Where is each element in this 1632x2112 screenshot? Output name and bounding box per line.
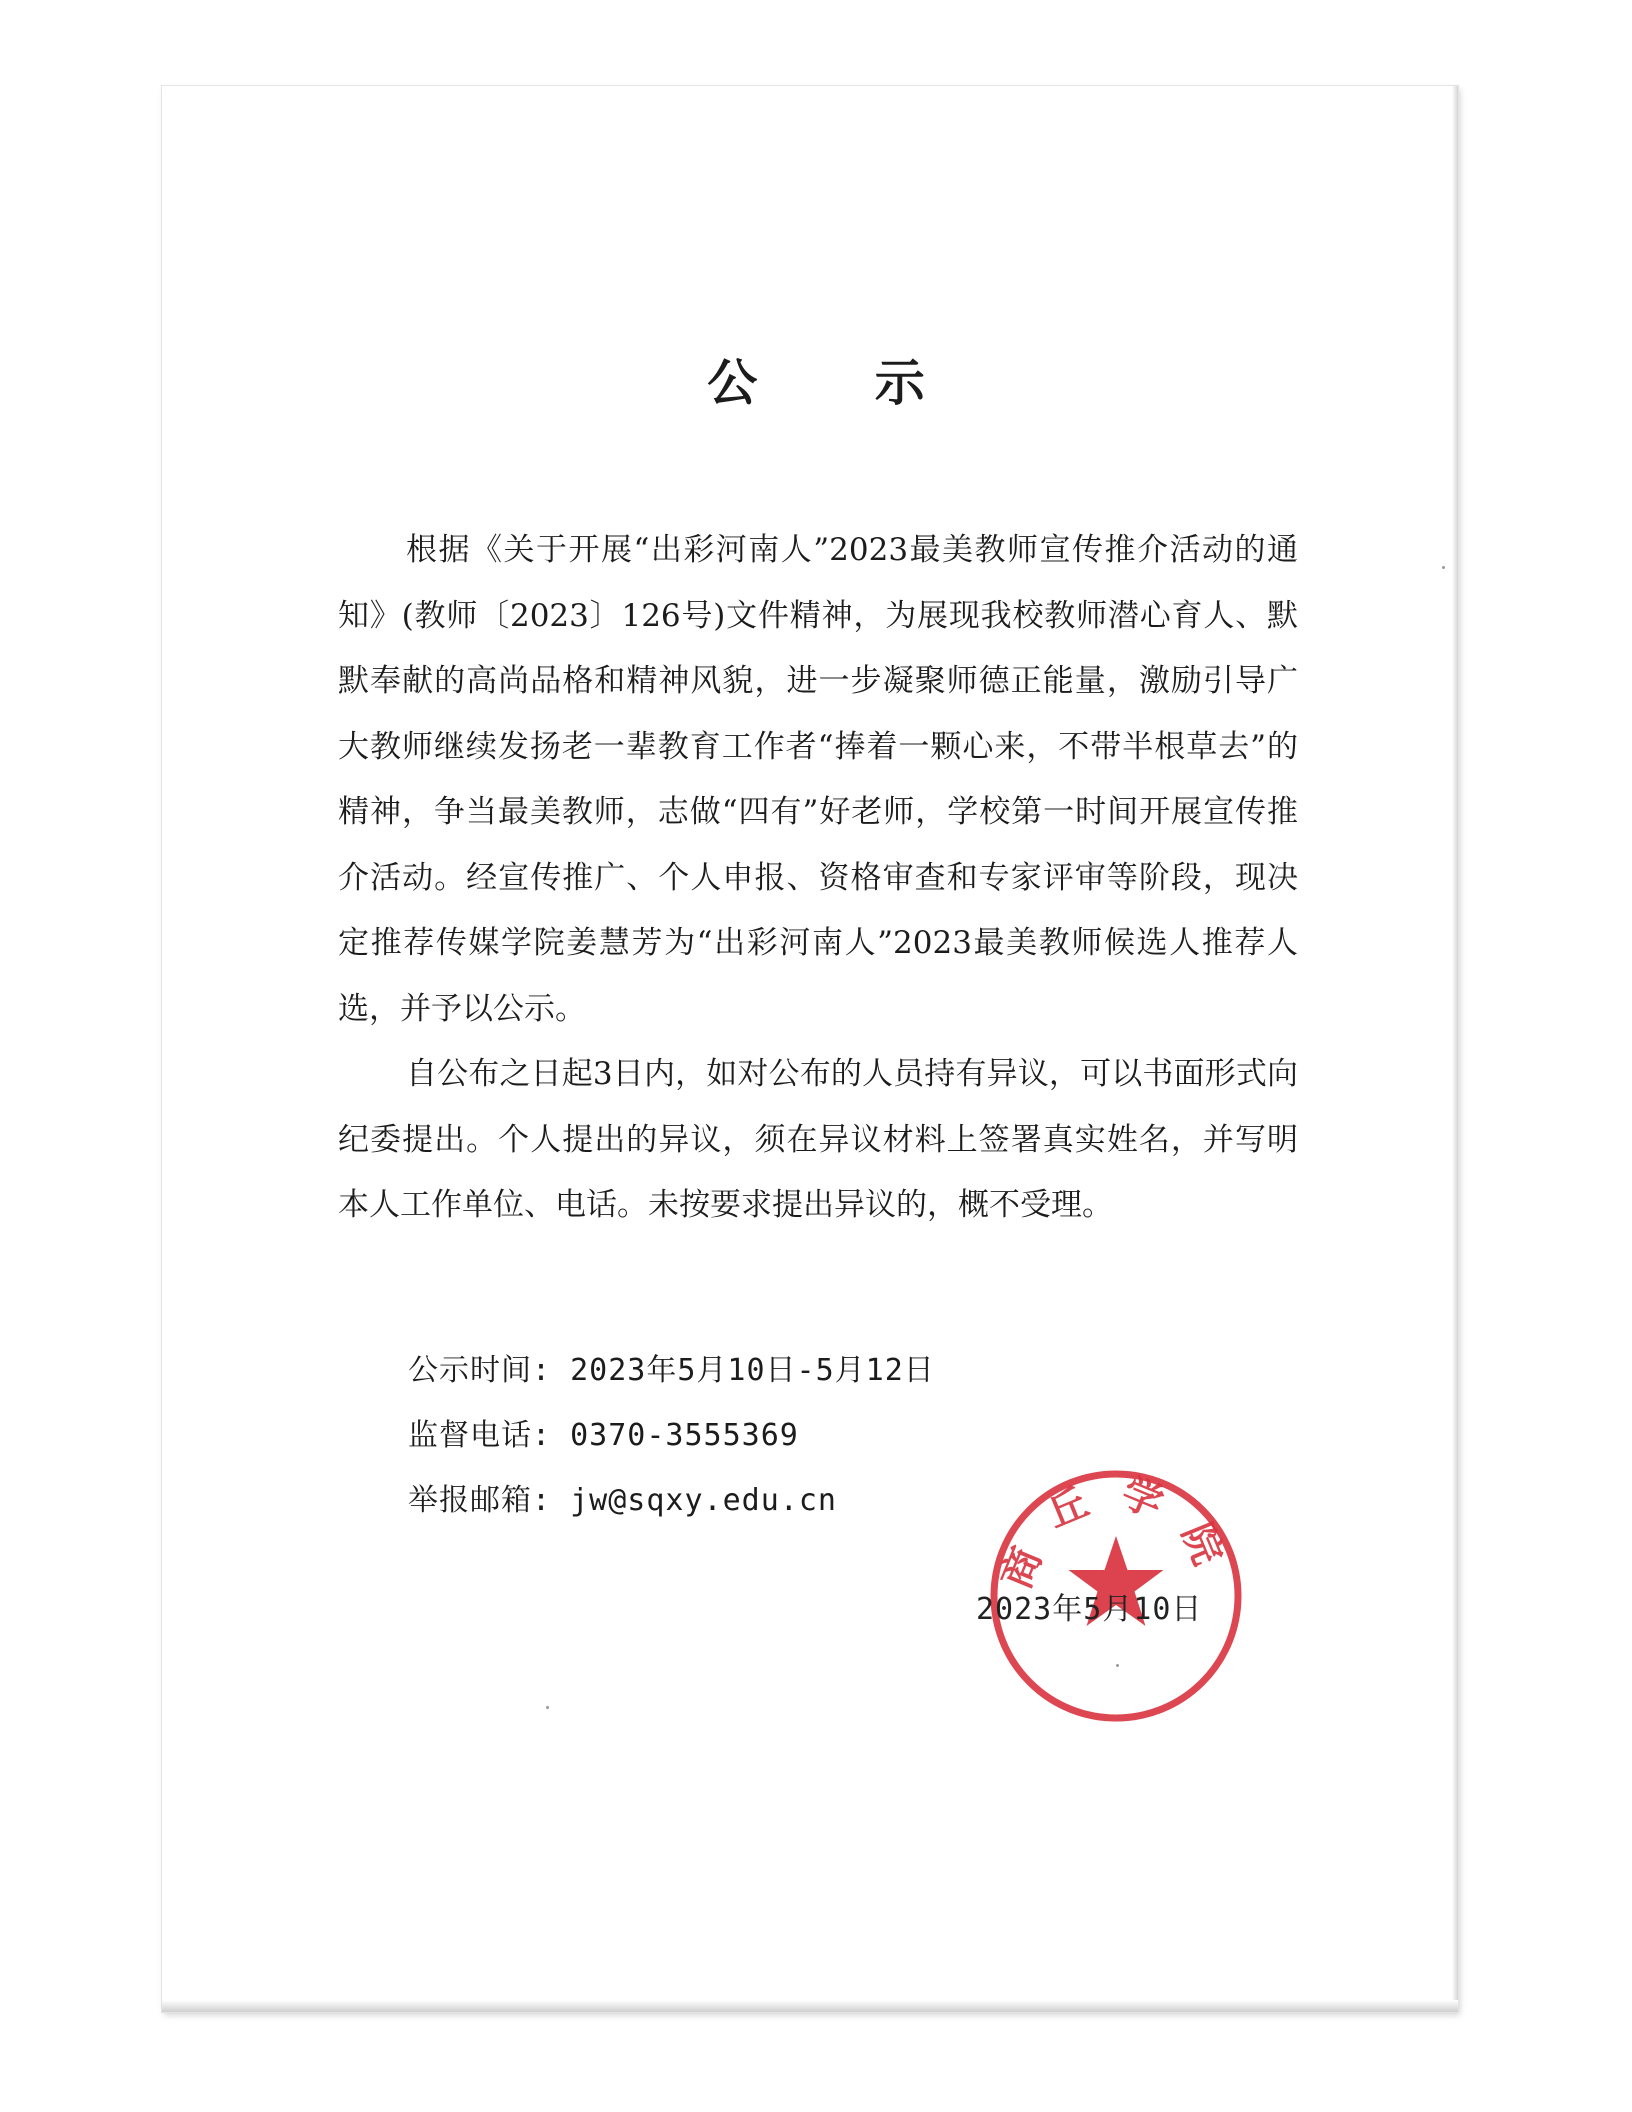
- scan-speck: [1442, 566, 1445, 569]
- period-value: 2023年5月10日-5月12日: [570, 1353, 935, 1388]
- page-bottom-shadow: [162, 2000, 1458, 2012]
- contact-info: [408, 1338, 935, 1533]
- email-row: [408, 1468, 935, 1533]
- phone-label: 监督电话:: [408, 1418, 552, 1453]
- period-row: [408, 1338, 935, 1403]
- email-label: 举报邮箱:: [408, 1483, 552, 1518]
- phone-row: [408, 1403, 935, 1468]
- signature-date: 2023年5月10日: [976, 1592, 1203, 1627]
- seal-text: 商丘学院: [992, 1468, 1242, 1596]
- period-label: 公示时间:: [408, 1353, 552, 1388]
- paragraph-objection: 自公布之日起3日内，如对公布的人员持有异议，可以书面形式向纪委提出。个人提出的异议，须在异议材料上签署真实姓名，并写明本人工作单位、电话。未按要求提出异议的，概不受理。: [338, 1056, 1298, 1223]
- document-title: 公 示: [707, 353, 975, 412]
- document-body: [338, 518, 1298, 1239]
- scan-speck: [546, 1706, 549, 1709]
- scan-speck: [1116, 1664, 1119, 1667]
- paragraph-recommendation: 根据《关于开展“出彩河南人”2023最美教师宣传推介活动的通知》(教师〔2023〕126号)文件精神，为展现我校教师潜心育人、默默奉献的高尚品格和精神风貌，进一步凝聚师德正能量，激励引导广大教师继续发扬老一辈教育工作者“捧着一颗心来，不带半根草去”的精神，争当最美教师，志做“四有”好老师，学校第一时间开展宣传推介活动。经宣传推广、个人申报、资格审查和专家评审等阶段，现决定推荐传媒学院姜慧芳为“出彩河南人”2023最美教师候选人推荐人选，并予以公示。: [338, 532, 1298, 1027]
- email-value: jw@sqxy.edu.cn: [570, 1483, 837, 1518]
- phone-value: 0370-3555369: [570, 1418, 799, 1453]
